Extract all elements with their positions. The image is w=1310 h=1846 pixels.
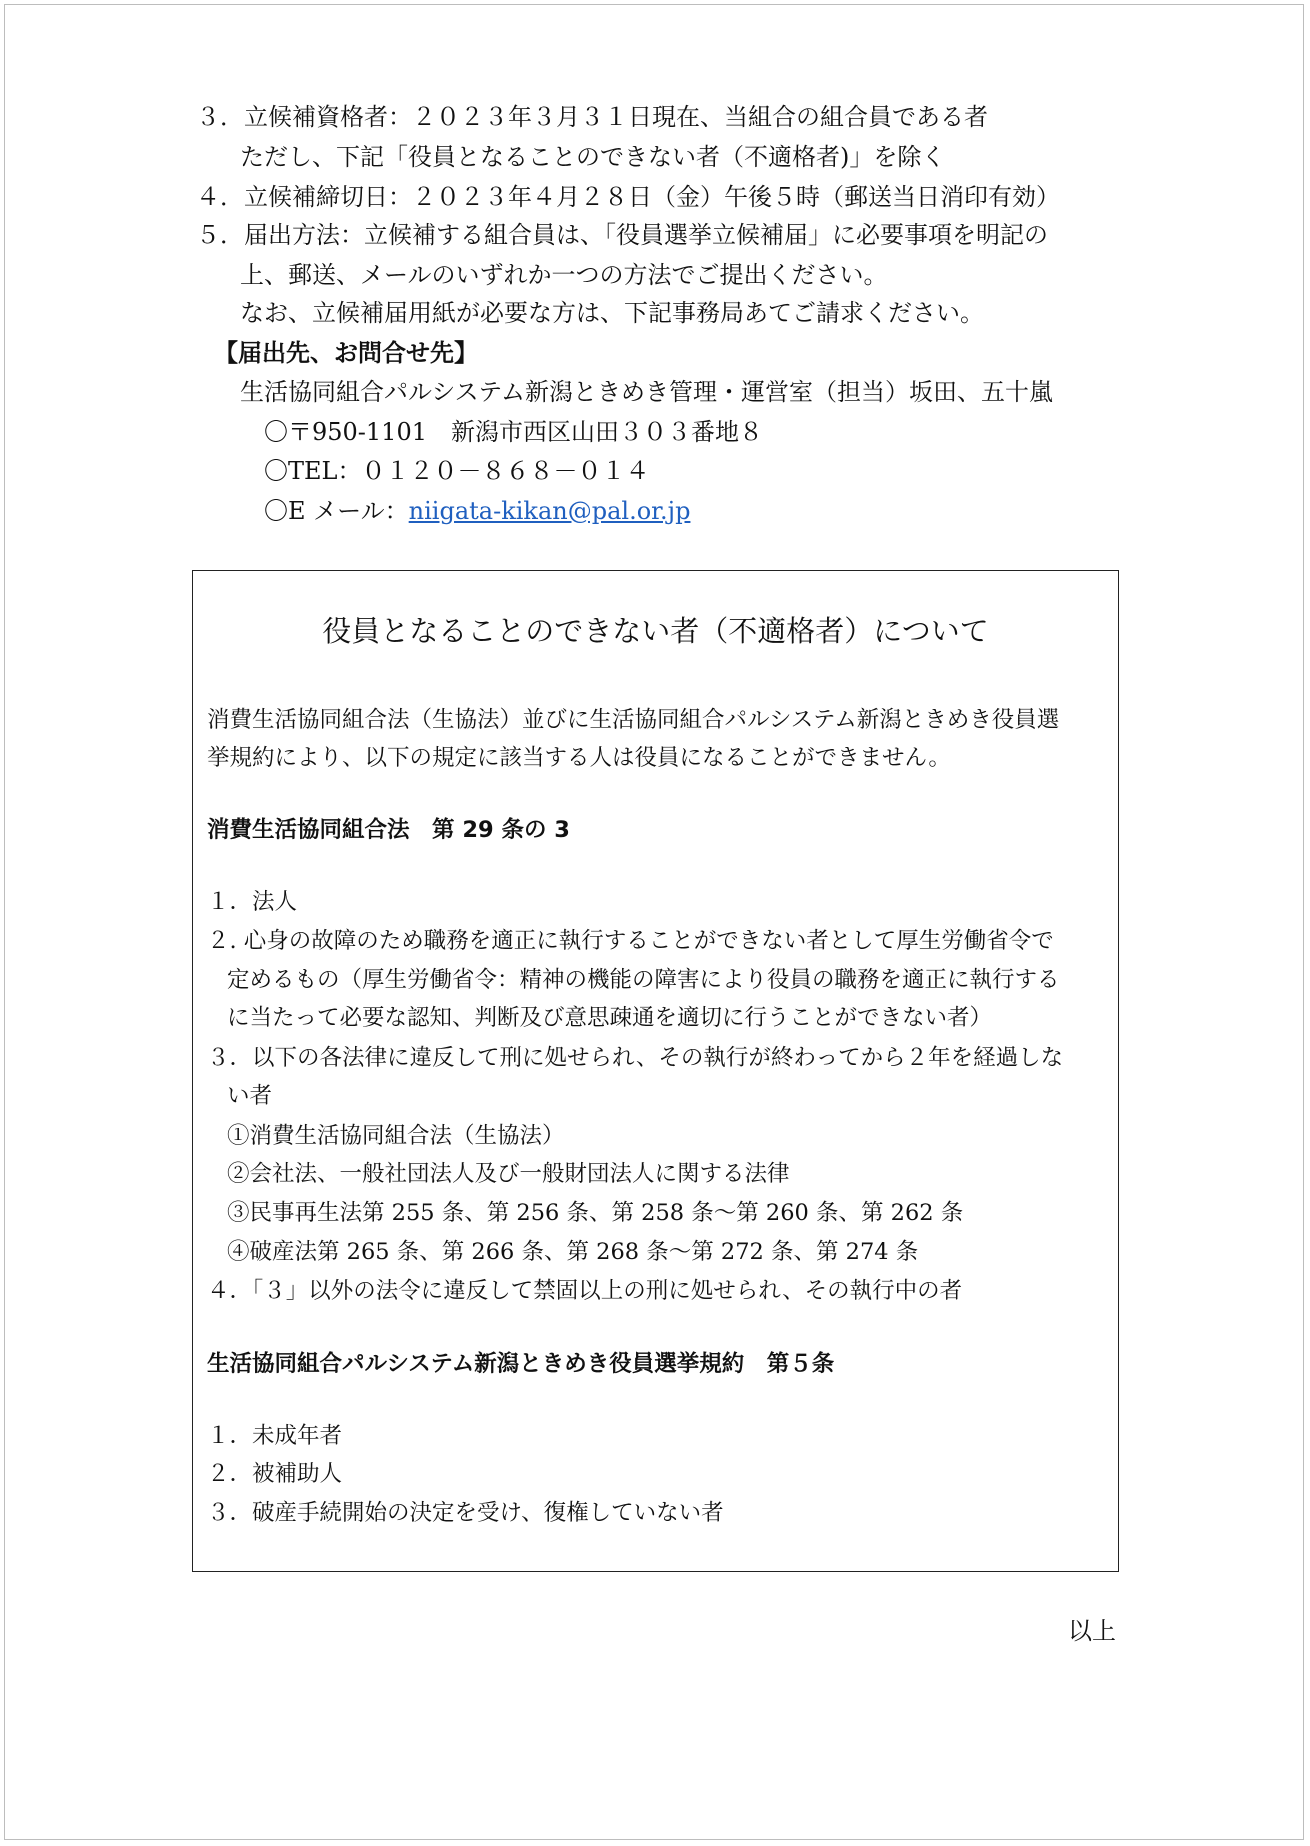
law-item-3: ３．以下の各法律に違反して刑に処せられ、その執行が終わってから２年を経過しな [207, 1045, 1064, 1071]
item-3-eligibility-note: ただし、下記「役員となることのできない者（不適格者)」を除く [240, 143, 946, 171]
law-item-2-cont2: に当たって必要な認知、判断及び意思疎通を適切に行うことができない者） [227, 1005, 993, 1031]
law-item-2-cont1: 定めるもの（厚生労働省令：精神の機能の障害により役員の職務を適正に執行する [227, 967, 1060, 993]
contact-heading: 【届出先、お問合せ先】 [214, 339, 478, 367]
law-item-3-cont: い者 [227, 1083, 273, 1109]
contact-org: 生活協同組合パルシステム新潟ときめき管理・運営室（担当）坂田、五十嵐 [240, 378, 1053, 406]
law-sub-item-1: ①消費生活協同組合法（生協法） [227, 1123, 565, 1149]
law-sub-item-4: ④破産法第 265 条、第 266 条、第 268 条～第 272 条、第 274 条 [227, 1239, 919, 1265]
contact-address: 〇〒950-1101 新潟市西区山田３０３番地８ [264, 418, 763, 446]
box-intro-line1: 消費生活協同組合法（生協法）並びに生活協同組合パルシステム新潟ときめき役員選 [207, 707, 1060, 733]
law-heading: 消費生活協同組合法 第 29 条の 3 [207, 817, 570, 843]
item-5-method-cont: 上、郵送、メールのいずれか一つの方法でご提出ください。 [240, 261, 888, 289]
contact-email-link[interactable]: niigata-kikan@pal.or.jp [408, 497, 691, 525]
box-intro-line2: 挙規約により、以下の規定に該当する人は役員になることができません。 [207, 745, 951, 771]
law-item-2: ２. 心身の故障のため職務を適正に執行することができない者として厚生労働省令で [207, 928, 1054, 954]
rules-item-3: ３．破産手続開始の決定を受け、復権していない者 [207, 1500, 724, 1526]
contact-email-label: 〇E メール： [264, 497, 409, 525]
item-4-deadline: ４．立候補締切日：２０２３年４月２８日（金）午後５時（郵送当日消印有効） [196, 183, 1060, 211]
item-5-method: ５．届出方法：立候補する組合員は、「役員選挙立候補届」に必要事項を明記の [196, 221, 1048, 249]
contact-tel: 〇TEL：０１２０－８６８－０１４ [264, 457, 650, 485]
law-item-4: ４．「３」以外の法令に違反して禁固以上の刑に処せられ、その執行中の者 [207, 1278, 963, 1304]
item-5-method-note: なお、立候補届用紙が必要な方は、下記事務局あてご請求ください。 [240, 299, 984, 327]
contact-email-row [264, 496, 690, 526]
law-sub-item-2: ②会社法、一般社団法人及び一般財団法人に関する法律 [227, 1161, 790, 1187]
item-3-eligibility: ３．立候補資格者：２０２３年３月３１日現在、当組合の組合員である者 [196, 103, 988, 131]
box-title: 役員となることのできない者（不適格者）について [322, 614, 989, 648]
rules-item-2: ２．被補助人 [207, 1461, 343, 1487]
law-sub-item-3: ③民事再生法第 255 条、第 256 条、第 258 条～第 260 条、第 262 条 [227, 1200, 964, 1226]
closing-text: 以上 [1068, 1617, 1116, 1645]
law-item-1: １．法人 [207, 889, 298, 915]
rules-item-1: １．未成年者 [207, 1423, 343, 1449]
ineligible-box [192, 570, 1119, 1572]
rules-heading: 生活協同組合パルシステム新潟ときめき役員選挙規約 第５条 [207, 1351, 835, 1377]
